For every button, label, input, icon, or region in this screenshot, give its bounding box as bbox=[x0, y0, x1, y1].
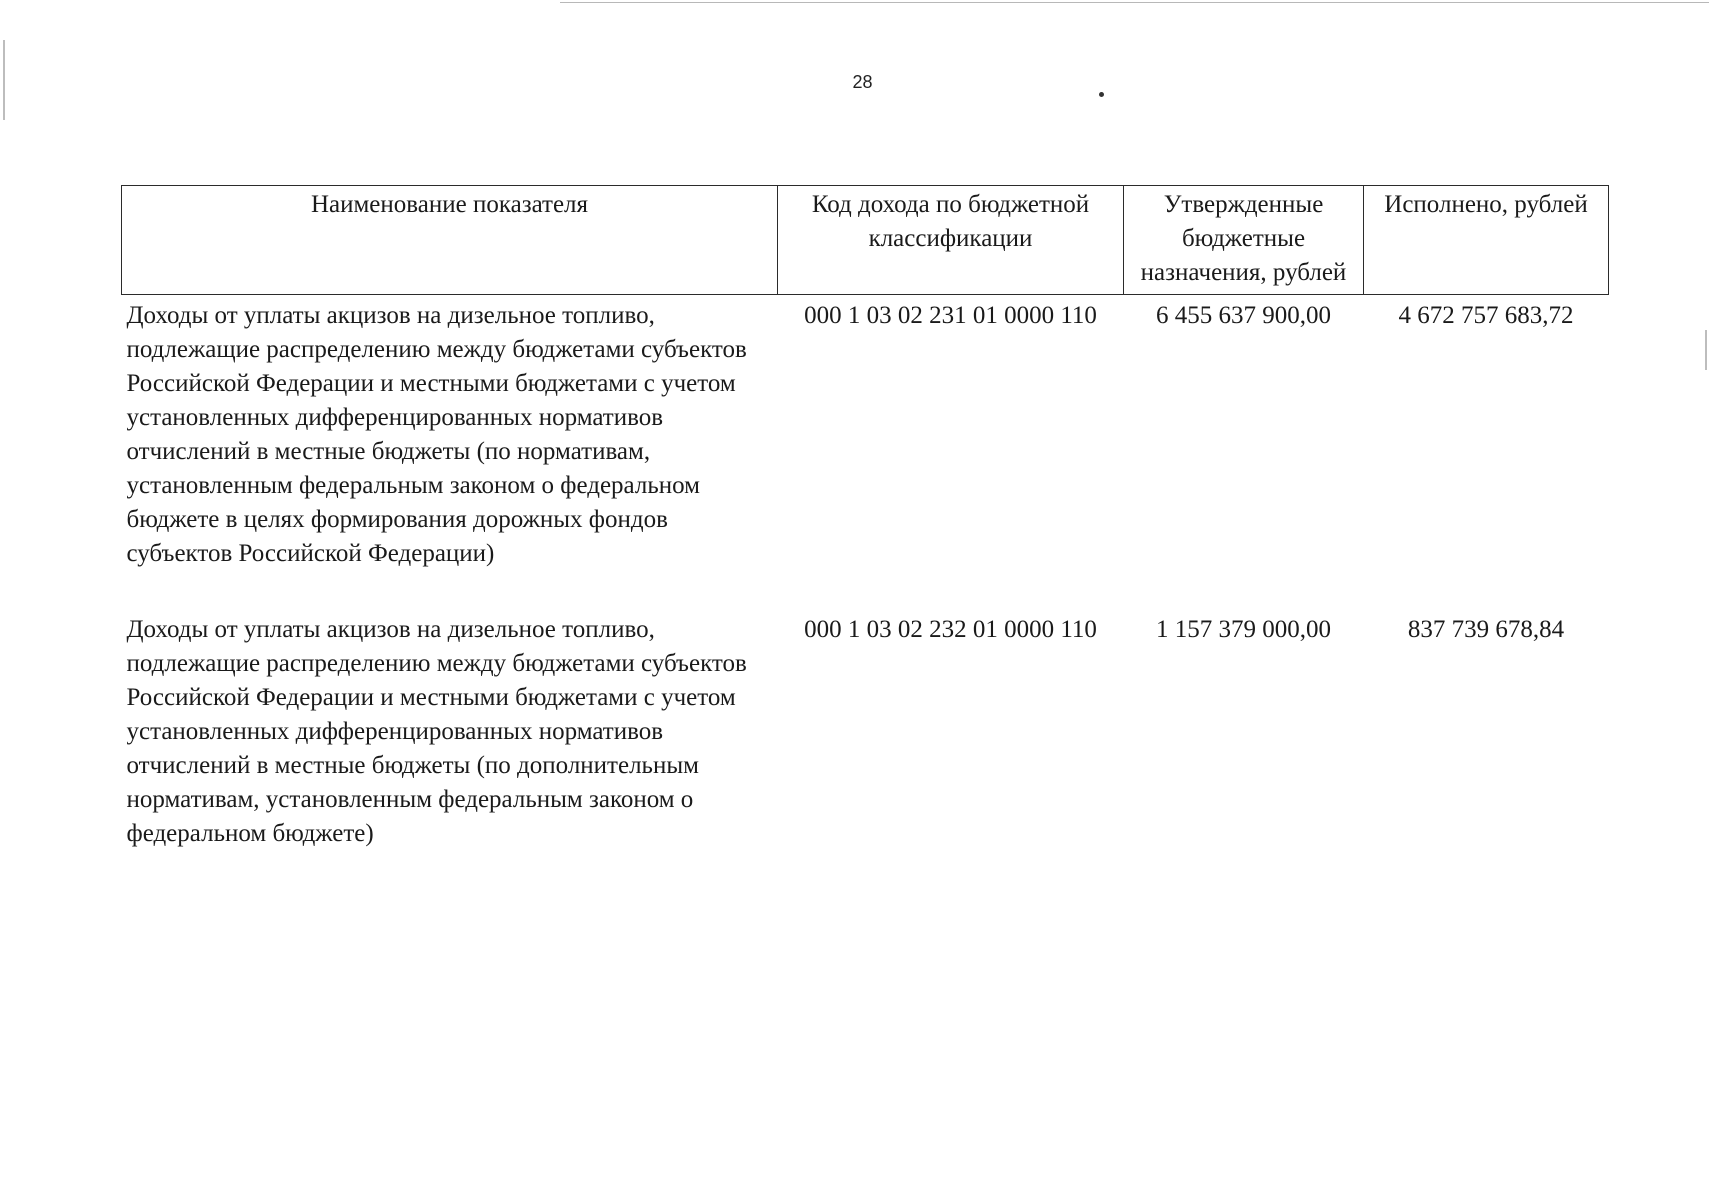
row-indicator-name: Доходы от уплаты акцизов на дизельное топливо, подлежащие распределению между бюджетами субъектов Российской Федерации и местными бюджетами с учетом установленных дифференцированных нормативов отчислений в местные бюджеты (по нормативам, установленным федеральным законом о федеральном бюджете в целях формирования дорожных фондов субъектов Российской Федерации) bbox=[126, 302, 747, 567]
row-income-code: 000 1 03 02 231 01 0000 110 bbox=[804, 302, 1097, 329]
table-header-row bbox=[122, 186, 1609, 295]
scan-edge-right bbox=[1705, 330, 1707, 370]
table-row bbox=[122, 609, 1609, 893]
row-approved-amount: 1 157 379 000,00 bbox=[1156, 616, 1331, 643]
row-indicator-name: Доходы от уплаты акцизов на дизельное топливо, подлежащие распределению между бюджетами субъектов Российской Федерации и местными бюджетами с учетом установленных дифференцированных нормативов отчислений в местные бюджеты (по дополнительным нормативам, установленным федеральным законом о федеральном бюджете) bbox=[126, 616, 747, 847]
income-report-table bbox=[121, 185, 1609, 893]
scan-edge-left bbox=[3, 40, 5, 120]
scan-speck bbox=[1099, 92, 1104, 97]
header-indicator-name: Наименование показателя bbox=[122, 186, 778, 295]
row-executed-amount: 837 739 678,84 bbox=[1407, 616, 1565, 643]
header-executed: Исполнено, рублей bbox=[1364, 186, 1609, 295]
top-rule bbox=[560, 2, 1709, 3]
row-income-code: 000 1 03 02 232 01 0000 110 bbox=[804, 616, 1097, 643]
row-approved-amount: 6 455 637 900,00 bbox=[1156, 302, 1331, 329]
table-row bbox=[122, 295, 1609, 610]
page-number: 28 bbox=[852, 72, 873, 92]
header-income-code: Код дохода по бюджетной классификации bbox=[778, 186, 1124, 295]
header-approved-budget: Утвержденные бюджетные назначения, рублей bbox=[1124, 186, 1364, 295]
row-executed-amount: 4 672 757 683,72 bbox=[1398, 302, 1574, 329]
